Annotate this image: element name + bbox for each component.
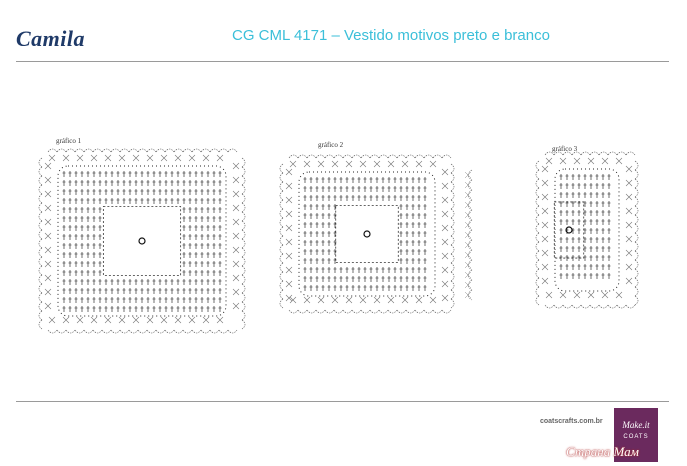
- footer-url[interactable]: coatscrafts.com.br: [540, 418, 603, 425]
- crochet-chart-2: [280, 155, 472, 313]
- crochet-chart-3: [536, 152, 638, 308]
- document-title: CG CML 4171 – Vestido motivos preto e branco: [232, 27, 550, 44]
- footer-divider: [16, 401, 669, 402]
- makeit-logo: Make.it COATS: [614, 408, 658, 462]
- chart-label-1: gráfico 1: [56, 137, 82, 145]
- chart-label-2: gráfico 2: [318, 141, 344, 149]
- watermark: Страна Мам: [566, 444, 639, 459]
- brand-logo: Camila: [16, 26, 86, 51]
- crochet-chart-1: [39, 149, 245, 333]
- chart-label-3: gráfico 3: [552, 145, 578, 153]
